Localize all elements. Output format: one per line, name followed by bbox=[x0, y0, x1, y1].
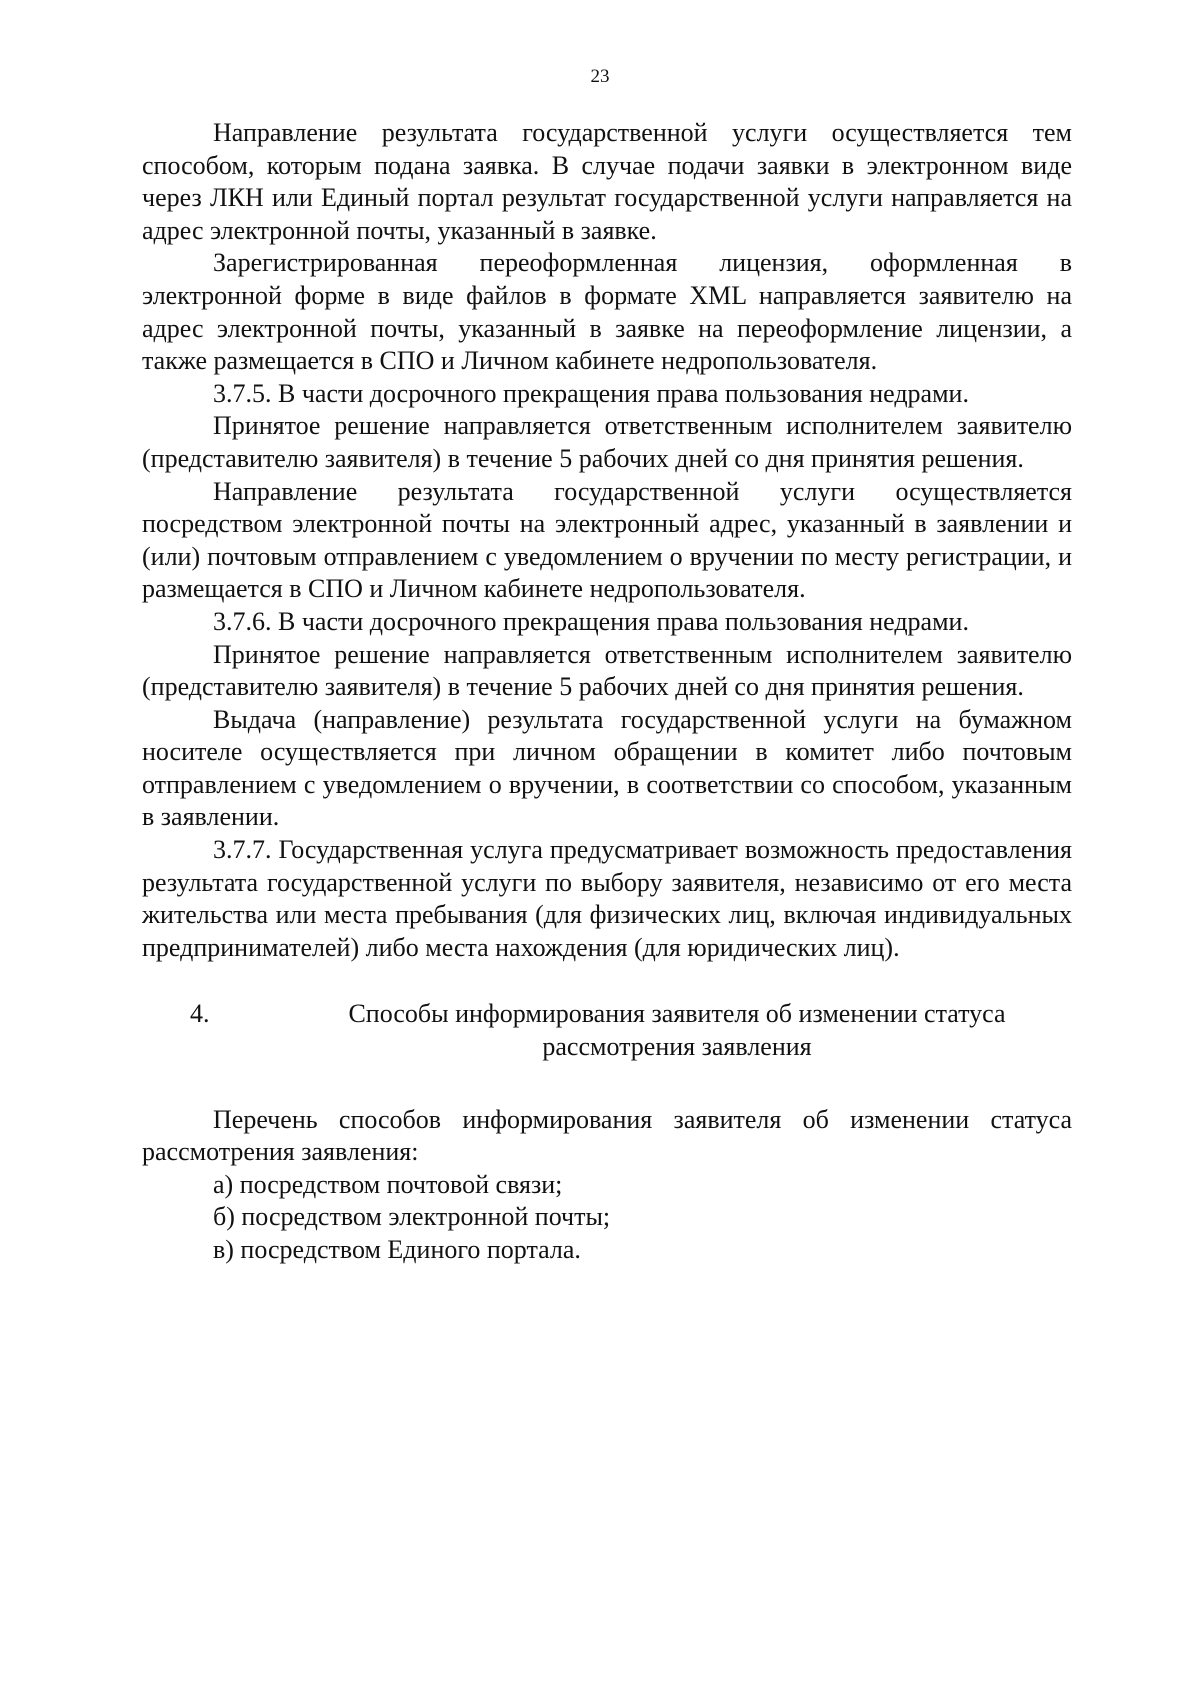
page-number: 23 bbox=[590, 66, 610, 87]
list-item: а) посредством почтовой связи; bbox=[213, 1169, 563, 1199]
paragraph-email-delivery: Направление результата государственной услуги осуществляется посредством электронной почты на электронный адрес, указанный в заявлении и (или) почтовым отправлением с уведомлением о вручении по месту регистрации, и размещается в СПО и Личном кабинете недропользователя. bbox=[142, 476, 1072, 604]
paragraph-decision-5-days-a: Принятое решение направляется ответственным исполнителем заявителю (представителю заявителя) в течение 5 рабочих дней со дня принятия решения. bbox=[142, 411, 1072, 473]
paragraph-3-7-5: 3.7.5. В части досрочного прекращения права пользования недрами. bbox=[213, 378, 969, 408]
list-item: в) посредством Единого портала. bbox=[213, 1235, 581, 1264]
paragraph-decision-5-days-b: Принятое решение направляется ответственным исполнителем заявителю (представителю заявителя) в течение 5 рабочих дней со дня принятия решения. bbox=[142, 639, 1072, 702]
paragraph-3-7-7: 3.7.7. Государственная услуга предусматривает возможность предоставления результата государственной услуги по выбору заявителя, независимо от его места жительства или места пребывания (для физических лиц, включая индивидуальных предпринимателей) либо места нахождения (для юридических лиц). bbox=[142, 835, 1072, 962]
section-number: 4. bbox=[190, 999, 210, 1029]
list-item: б) посредством электронной почты; bbox=[213, 1202, 611, 1232]
paragraph-result-delivery: Направление результата государственной услуги осуществляется тем способом, которым подана заявка. В случае подачи заявки в электронном виде через ЛКН или Единый портал результат государственной услуги направляется на адрес электронной почты, указанный в заявке. bbox=[142, 118, 1072, 245]
section-title-line-2: рассмотрения заявления bbox=[542, 1032, 812, 1062]
section-title-line-1: Способы информирования заявителя об изменении статуса bbox=[348, 999, 1006, 1029]
document-body bbox=[142, 117, 1072, 1267]
paragraph-reissued-license: Зарегистрированная переоформленная лицензия, оформленная в электронной форме в виде файлов в формате XML направляется заявителю на адрес электронной почты, указанный в заявке на переоформление лицензии, а также размещается в СПО и Личном кабинете недропользователя. bbox=[142, 248, 1072, 376]
paragraph-paper-delivery: Выдача (направление) результата государственной услуги на бумажном носителе осуществляется при личном обращении в комитет либо почтовым отправлением с уведомлением о вручении, в соответствии со способом, указанным в заявлении. bbox=[142, 704, 1072, 832]
paragraph-3-7-6: 3.7.6. В части досрочного прекращения права пользования недрами. bbox=[213, 606, 969, 636]
section-title bbox=[142, 998, 1072, 1063]
list-intro: Перечень способов информирования заявителя об изменении статуса рассмотрения заявления: bbox=[142, 1104, 1072, 1167]
section-heading bbox=[142, 998, 1072, 1063]
